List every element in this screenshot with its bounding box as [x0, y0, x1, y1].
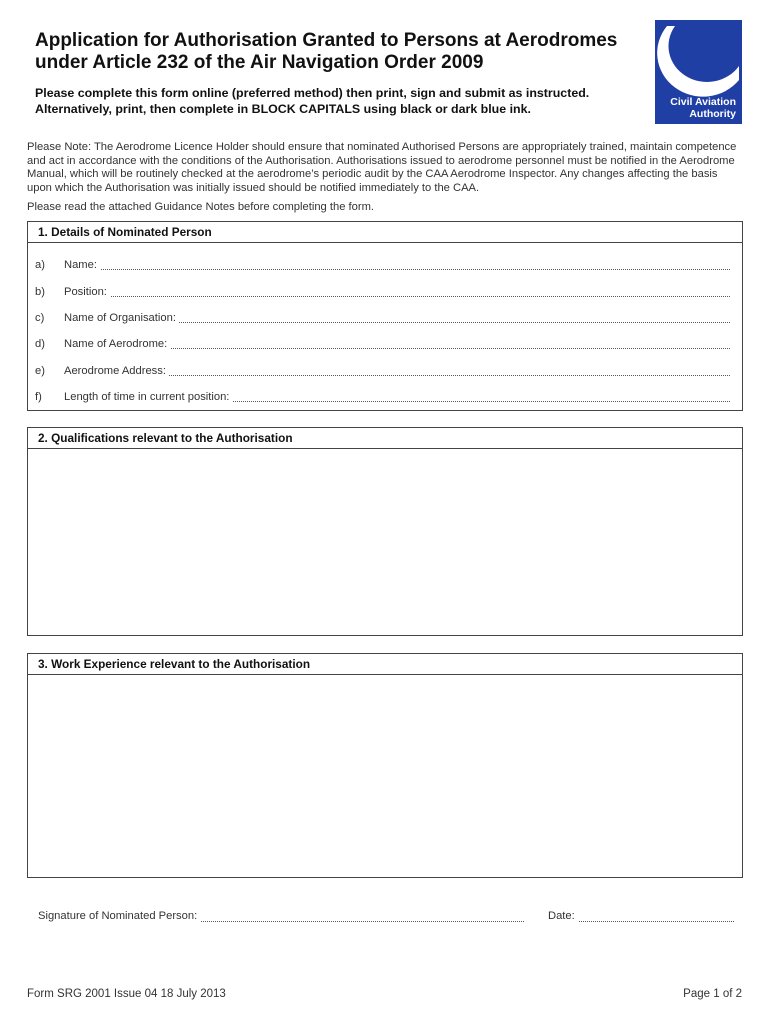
field-label: Name of Organisation: [64, 311, 179, 325]
dotted-line [64, 269, 730, 270]
field-letter: e) [35, 365, 45, 377]
dotted-line [64, 296, 730, 297]
field-aerodrome-address[interactable] [35, 364, 730, 378]
field-organisation[interactable] [35, 311, 730, 325]
section-qualifications [27, 427, 743, 636]
logo-text-line-2: Authority [689, 108, 736, 120]
caa-logo [655, 20, 742, 124]
section-details-nominated-person [27, 221, 743, 411]
field-time-in-position[interactable] [35, 390, 730, 404]
field-letter: d) [35, 338, 45, 350]
field-label: Name of Aerodrome: [64, 337, 170, 351]
logo-text-line-1: Civil Aviation [670, 96, 736, 108]
date-field[interactable] [548, 910, 734, 924]
section-2-heading: 2. Qualifications relevant to the Authorisation [28, 428, 742, 449]
field-name[interactable] [35, 258, 730, 272]
field-position[interactable] [35, 285, 730, 299]
licence-holder-note: Please Note: The Aerodrome Licence Holder should ensure that nominated Authorised Persons are appropriately trained, maintain competence and act in accordance with the conditions of the Authorisation. Authorisations issued to aerodrome personnel must be notified in the Aerodrome Manual, which will be routinely checked at the aerodrome’s periodic audit by the CAA Aerodrome Inspector. Any changes affecting the basis upon which the Authorisation was initially issued should be notified immediately to the CAA. [27, 141, 737, 194]
field-label: Aerodrome Address: [64, 364, 169, 378]
instructions-line-2: Alternatively, print, then complete in BLOCK CAPITALS using black or dark blue ink. [35, 102, 531, 116]
field-aerodrome-name[interactable] [35, 337, 730, 351]
field-letter: c) [35, 312, 45, 324]
form-reference: Form SRG 2001 Issue 04 18 July 2013 [27, 988, 226, 1000]
form-title: Application for Authorisation Granted to Persons at Aerodromes under Article 232 of the Air Navigation Order 2009 [35, 30, 618, 73]
field-label: Length of time in current position: [64, 390, 232, 404]
page-number: Page 1 of 2 [683, 988, 742, 1000]
guidance-notes-instruction: Please read the attached Guidance Notes before completing the form. [27, 201, 375, 213]
section-1-heading: 1. Details of Nominated Person [28, 222, 742, 243]
field-letter: b) [35, 286, 45, 298]
signature-field[interactable] [38, 910, 524, 924]
signature-label: Signature of Nominated Person: [38, 910, 200, 922]
field-letter: a) [35, 259, 45, 271]
field-letter: f) [35, 391, 42, 403]
section-work-experience [27, 653, 743, 878]
instructions-line-1: Please complete this form online (preferred method) then print, sign and submit as instructed. [35, 86, 590, 100]
section-3-heading: 3. Work Experience relevant to the Authorisation [28, 654, 742, 675]
field-label: Position: [64, 285, 110, 299]
qualifications-text-area[interactable] [28, 449, 742, 635]
date-label: Date: [548, 910, 578, 922]
work-experience-text-area[interactable] [28, 675, 742, 877]
instructions [35, 85, 650, 117]
field-label: Name: [64, 258, 100, 272]
